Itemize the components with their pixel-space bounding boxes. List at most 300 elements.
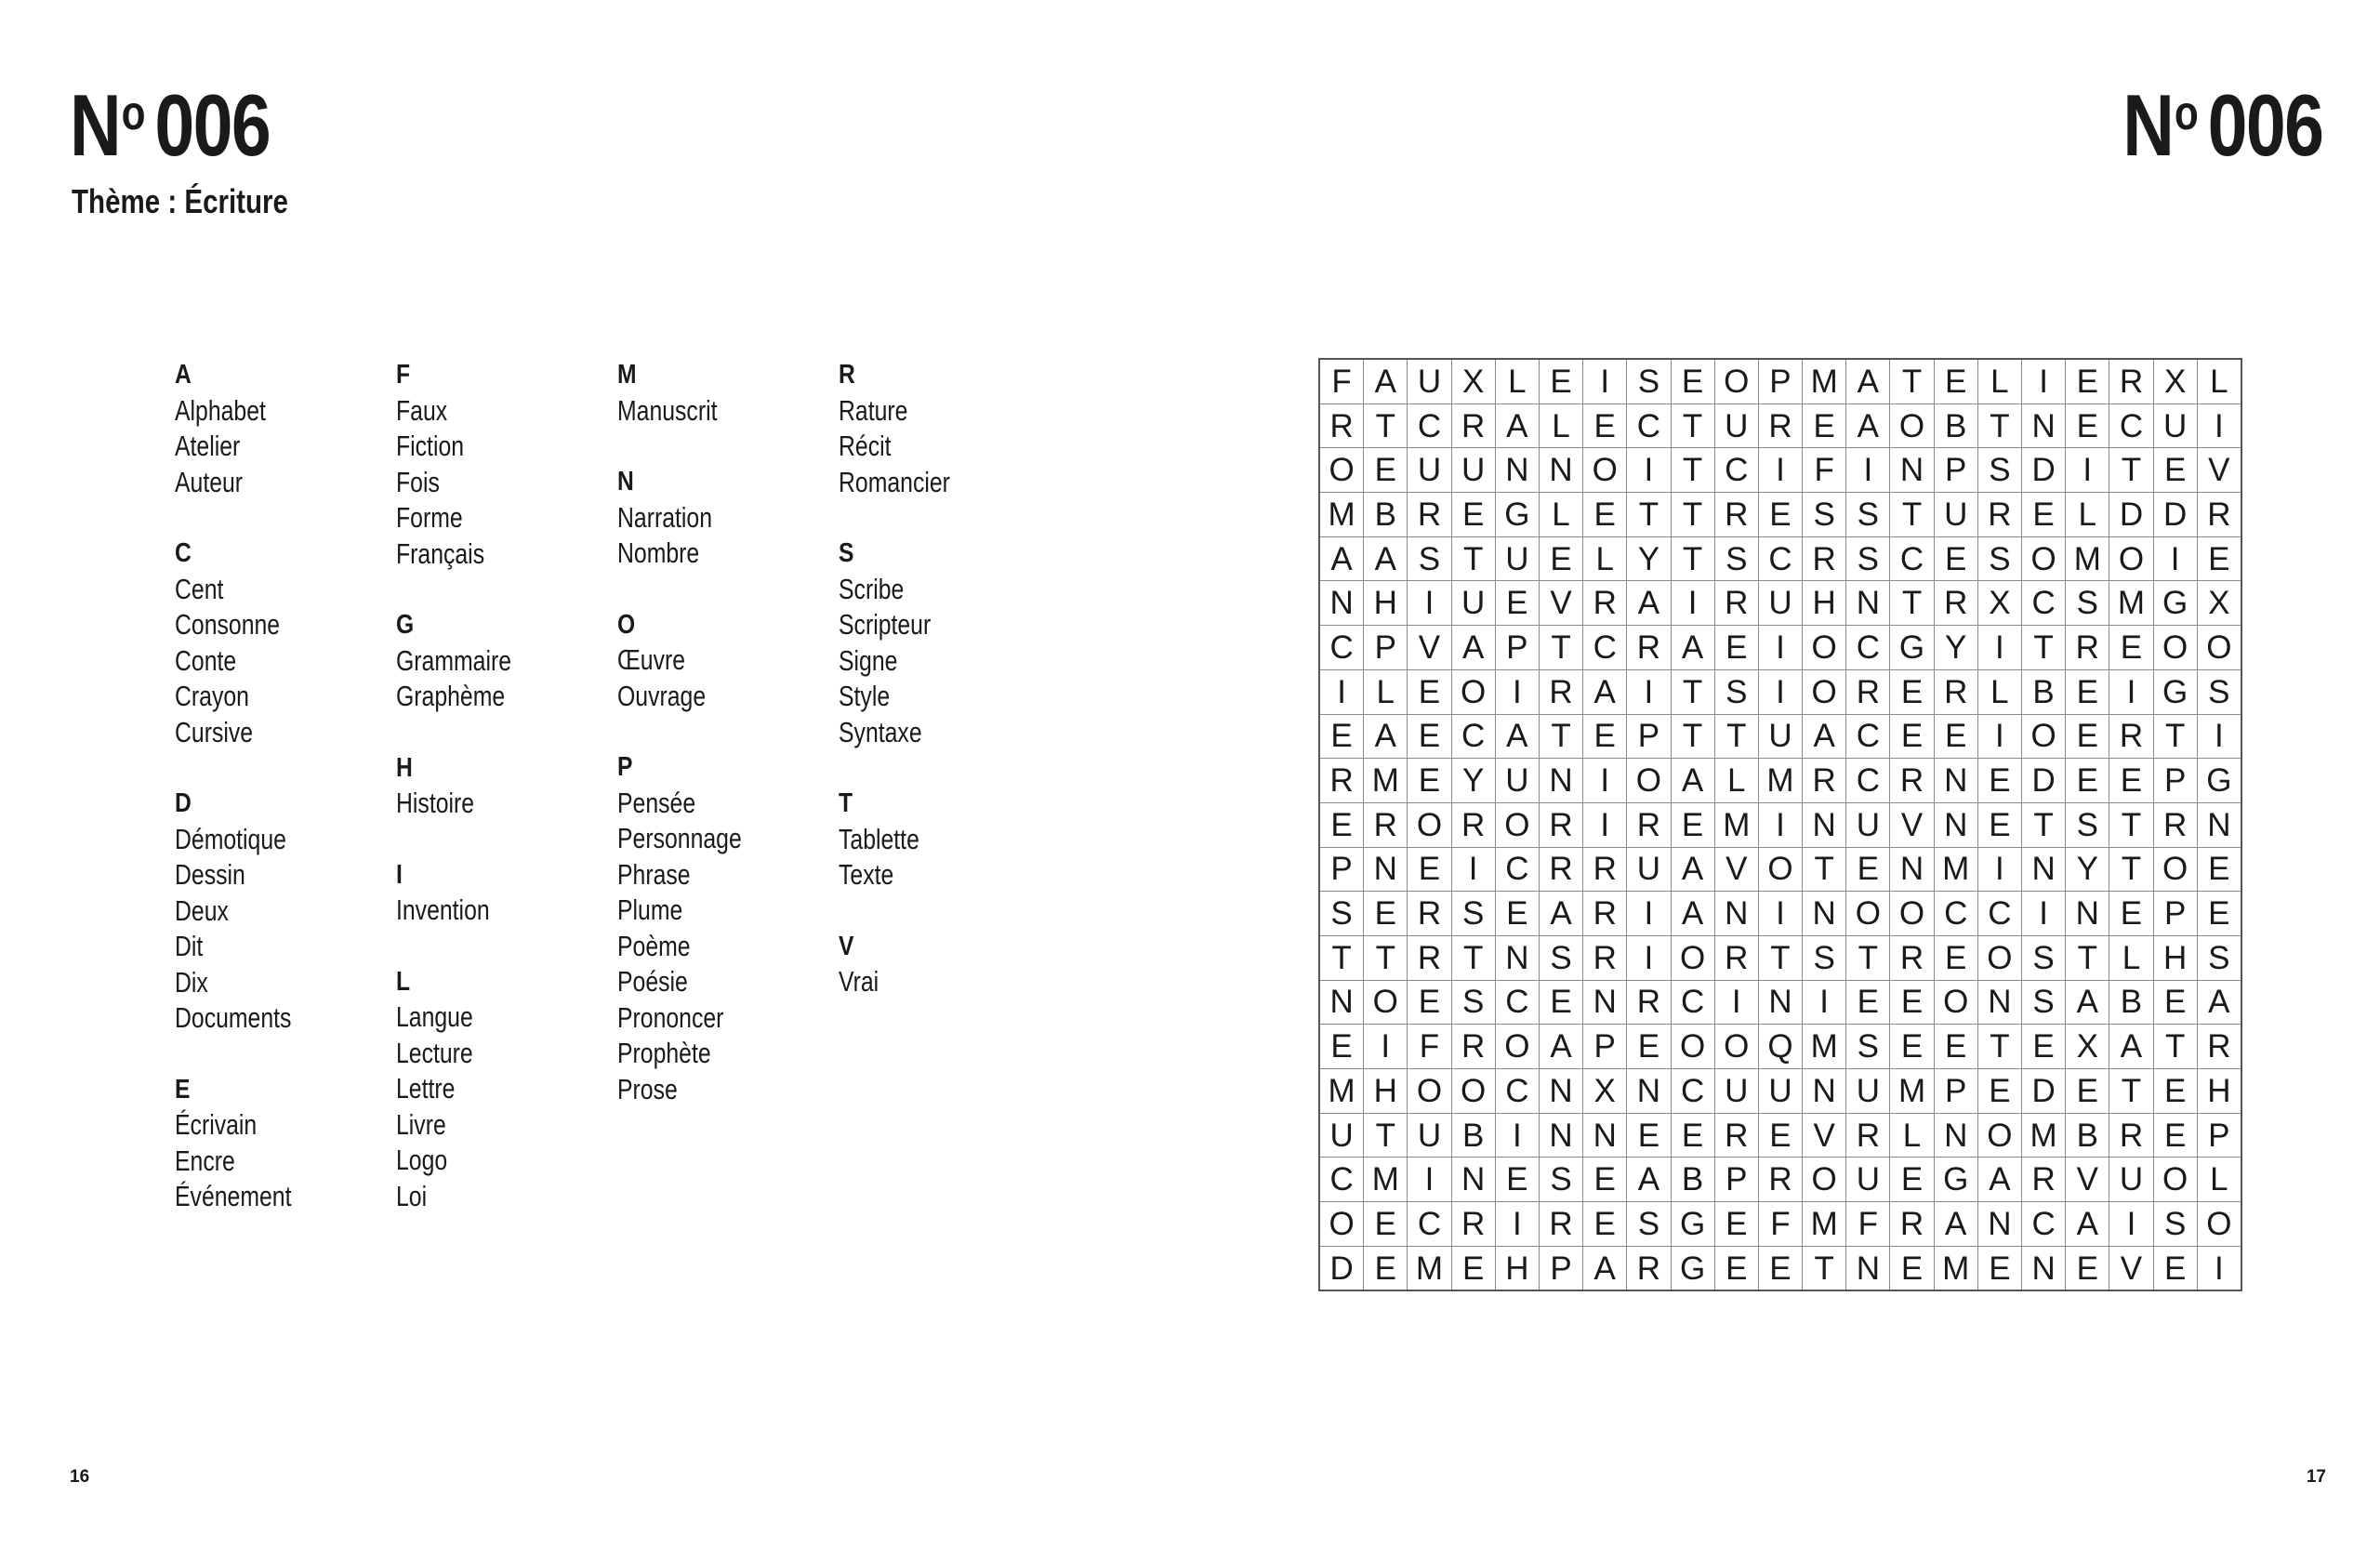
grid-cell[interactable]: R: [2109, 359, 2153, 404]
grid-cell[interactable]: O: [1890, 404, 1934, 448]
grid-cell[interactable]: U: [1714, 404, 1758, 448]
grid-cell[interactable]: I: [1758, 669, 1802, 714]
grid-cell[interactable]: T: [1803, 847, 1846, 892]
grid-cell[interactable]: V: [1714, 847, 1758, 892]
grid-cell[interactable]: U: [1495, 759, 1539, 803]
grid-cell[interactable]: P: [1934, 1069, 1977, 1114]
grid-cell[interactable]: C: [1934, 892, 1977, 936]
grid-cell[interactable]: E: [1846, 980, 1890, 1025]
grid-cell[interactable]: P: [2153, 892, 2197, 936]
grid-cell[interactable]: M: [1803, 1025, 1846, 1069]
grid-cell[interactable]: E: [1319, 1025, 1364, 1069]
grid-cell[interactable]: E: [1364, 1246, 1408, 1290]
grid-cell[interactable]: V: [1408, 626, 1451, 670]
grid-cell[interactable]: E: [1319, 714, 1364, 759]
grid-cell[interactable]: O: [1495, 802, 1539, 847]
grid-cell[interactable]: E: [1583, 1202, 1627, 1247]
grid-cell[interactable]: S: [1803, 493, 1846, 537]
grid-cell[interactable]: R: [1934, 669, 1977, 714]
grid-cell[interactable]: N: [2066, 892, 2109, 936]
grid-cell[interactable]: C: [2022, 581, 2066, 626]
grid-cell[interactable]: C: [1671, 1069, 1714, 1114]
grid-cell[interactable]: P: [1364, 626, 1408, 670]
grid-cell[interactable]: T: [1451, 536, 1495, 581]
grid-cell[interactable]: I: [1495, 669, 1539, 714]
grid-cell[interactable]: A: [1977, 1158, 2021, 1202]
grid-cell[interactable]: N: [1539, 1113, 1582, 1158]
grid-cell[interactable]: N: [2197, 802, 2241, 847]
grid-cell[interactable]: N: [1934, 1113, 1977, 1158]
grid-cell[interactable]: E: [1890, 1246, 1934, 1290]
grid-cell[interactable]: E: [2022, 493, 2066, 537]
grid-cell[interactable]: O: [1803, 669, 1846, 714]
grid-cell[interactable]: N: [1890, 847, 1934, 892]
grid-cell[interactable]: E: [2109, 626, 2153, 670]
grid-cell[interactable]: E: [1758, 1113, 1802, 1158]
grid-cell[interactable]: A: [2197, 980, 2241, 1025]
grid-cell[interactable]: A: [1495, 404, 1539, 448]
grid-cell[interactable]: T: [2109, 1069, 2153, 1114]
grid-cell[interactable]: I: [2197, 1246, 2241, 1290]
grid-cell[interactable]: L: [1364, 669, 1408, 714]
grid-cell[interactable]: I: [1627, 892, 1671, 936]
grid-cell[interactable]: C: [1495, 980, 1539, 1025]
grid-cell[interactable]: M: [2066, 536, 2109, 581]
grid-cell[interactable]: U: [1451, 581, 1495, 626]
grid-cell[interactable]: E: [1495, 1158, 1539, 1202]
grid-cell[interactable]: S: [1319, 892, 1364, 936]
grid-cell[interactable]: N: [1803, 802, 1846, 847]
grid-cell[interactable]: E: [1803, 404, 1846, 448]
grid-cell[interactable]: H: [1364, 581, 1408, 626]
grid-cell[interactable]: O: [2153, 626, 2197, 670]
grid-cell[interactable]: E: [1495, 892, 1539, 936]
grid-cell[interactable]: E: [1977, 1069, 2021, 1114]
grid-cell[interactable]: A: [1671, 626, 1714, 670]
grid-cell[interactable]: U: [1934, 493, 1977, 537]
grid-cell[interactable]: P: [1934, 448, 1977, 493]
grid-cell[interactable]: T: [1714, 714, 1758, 759]
grid-cell[interactable]: T: [2022, 802, 2066, 847]
grid-cell[interactable]: A: [1671, 759, 1714, 803]
grid-cell[interactable]: T: [1671, 404, 1714, 448]
grid-cell[interactable]: A: [2066, 980, 2109, 1025]
grid-cell[interactable]: I: [1408, 581, 1451, 626]
grid-cell[interactable]: Y: [1934, 626, 1977, 670]
grid-cell[interactable]: V: [1539, 581, 1582, 626]
grid-cell[interactable]: T: [1846, 935, 1890, 980]
grid-cell[interactable]: T: [1539, 714, 1582, 759]
grid-cell[interactable]: L: [1583, 536, 1627, 581]
grid-cell[interactable]: P: [1319, 847, 1364, 892]
grid-cell[interactable]: E: [1627, 1025, 1671, 1069]
grid-cell[interactable]: U: [1408, 1113, 1451, 1158]
grid-cell[interactable]: N: [1451, 1158, 1495, 1202]
grid-cell[interactable]: C: [1451, 714, 1495, 759]
grid-cell[interactable]: E: [1408, 669, 1451, 714]
grid-cell[interactable]: O: [1714, 359, 1758, 404]
grid-cell[interactable]: T: [2109, 448, 2153, 493]
grid-cell[interactable]: C: [1319, 1158, 1364, 1202]
grid-cell[interactable]: O: [1803, 626, 1846, 670]
grid-cell[interactable]: I: [2022, 892, 2066, 936]
grid-cell[interactable]: I: [1758, 802, 1802, 847]
grid-cell[interactable]: N: [1583, 1113, 1627, 1158]
grid-cell[interactable]: E: [1671, 1113, 1714, 1158]
grid-cell[interactable]: E: [1934, 359, 1977, 404]
grid-cell[interactable]: C: [2022, 1202, 2066, 1247]
grid-cell[interactable]: E: [2153, 980, 2197, 1025]
grid-cell[interactable]: N: [1803, 892, 1846, 936]
grid-cell[interactable]: S: [2197, 935, 2241, 980]
grid-cell[interactable]: R: [1451, 1202, 1495, 1247]
grid-cell[interactable]: N: [1977, 1202, 2021, 1247]
grid-cell[interactable]: L: [2066, 493, 2109, 537]
grid-cell[interactable]: P: [1627, 714, 1671, 759]
grid-cell[interactable]: E: [2153, 1069, 2197, 1114]
grid-cell[interactable]: G: [1934, 1158, 1977, 1202]
grid-cell[interactable]: T: [1539, 626, 1582, 670]
grid-cell[interactable]: F: [1758, 1202, 1802, 1247]
grid-cell[interactable]: E: [2066, 714, 2109, 759]
grid-cell[interactable]: E: [1934, 935, 1977, 980]
grid-cell[interactable]: O: [1890, 892, 1934, 936]
grid-cell[interactable]: N: [1627, 1069, 1671, 1114]
grid-cell[interactable]: C: [1846, 714, 1890, 759]
grid-cell[interactable]: R: [1408, 935, 1451, 980]
grid-cell[interactable]: S: [2066, 581, 2109, 626]
grid-cell[interactable]: R: [1758, 404, 1802, 448]
grid-cell[interactable]: N: [1934, 802, 1977, 847]
grid-cell[interactable]: I: [1364, 1025, 1408, 1069]
grid-cell[interactable]: U: [1319, 1113, 1364, 1158]
grid-cell[interactable]: S: [2197, 669, 2241, 714]
grid-cell[interactable]: E: [1495, 581, 1539, 626]
grid-cell[interactable]: E: [2153, 1246, 2197, 1290]
grid-cell[interactable]: E: [1451, 1246, 1495, 1290]
grid-cell[interactable]: E: [1671, 802, 1714, 847]
grid-cell[interactable]: R: [1364, 802, 1408, 847]
grid-cell[interactable]: P: [1583, 1025, 1627, 1069]
grid-cell[interactable]: A: [1451, 626, 1495, 670]
grid-cell[interactable]: E: [2153, 1113, 2197, 1158]
grid-cell[interactable]: S: [1846, 536, 1890, 581]
grid-cell[interactable]: U: [2109, 1158, 2153, 1202]
grid-cell[interactable]: I: [1583, 759, 1627, 803]
grid-cell[interactable]: C: [1890, 536, 1934, 581]
grid-cell[interactable]: O: [1627, 759, 1671, 803]
grid-cell[interactable]: M: [1364, 1158, 1408, 1202]
grid-cell[interactable]: R: [1451, 1025, 1495, 1069]
grid-cell[interactable]: C: [1495, 847, 1539, 892]
grid-cell[interactable]: T: [1803, 1246, 1846, 1290]
grid-cell[interactable]: A: [1364, 359, 1408, 404]
grid-cell[interactable]: N: [1364, 847, 1408, 892]
grid-cell[interactable]: X: [2153, 359, 2197, 404]
grid-cell[interactable]: O: [1671, 935, 1714, 980]
grid-cell[interactable]: O: [1319, 1202, 1364, 1247]
grid-cell[interactable]: F: [1408, 1025, 1451, 1069]
grid-cell[interactable]: C: [1846, 626, 1890, 670]
grid-cell[interactable]: R: [1890, 1202, 1934, 1247]
grid-cell[interactable]: N: [1846, 581, 1890, 626]
grid-cell[interactable]: I: [1977, 626, 2021, 670]
grid-cell[interactable]: X: [1451, 359, 1495, 404]
grid-cell[interactable]: N: [1319, 980, 1364, 1025]
grid-cell[interactable]: E: [1890, 669, 1934, 714]
grid-cell[interactable]: R: [1627, 980, 1671, 1025]
grid-cell[interactable]: E: [1364, 892, 1408, 936]
grid-cell[interactable]: I: [1627, 448, 1671, 493]
grid-cell[interactable]: O: [1451, 669, 1495, 714]
grid-cell[interactable]: H: [2153, 935, 2197, 980]
grid-cell[interactable]: E: [1890, 1025, 1934, 1069]
grid-cell[interactable]: L: [1495, 359, 1539, 404]
grid-cell[interactable]: U: [1846, 1158, 1890, 1202]
grid-cell[interactable]: O: [1319, 448, 1364, 493]
grid-cell[interactable]: I: [1319, 669, 1364, 714]
grid-cell[interactable]: I: [1977, 714, 2021, 759]
grid-cell[interactable]: B: [1934, 404, 1977, 448]
grid-cell[interactable]: U: [1758, 1069, 1802, 1114]
grid-cell[interactable]: E: [2109, 892, 2153, 936]
grid-cell[interactable]: I: [1451, 847, 1495, 892]
grid-cell[interactable]: A: [1583, 669, 1627, 714]
grid-cell[interactable]: G: [1890, 626, 1934, 670]
grid-cell[interactable]: L: [2197, 359, 2241, 404]
grid-cell[interactable]: I: [2197, 404, 2241, 448]
grid-cell[interactable]: N: [1539, 448, 1582, 493]
grid-cell[interactable]: E: [1934, 714, 1977, 759]
grid-cell[interactable]: E: [1627, 1113, 1671, 1158]
grid-cell[interactable]: I: [1408, 1158, 1451, 1202]
grid-cell[interactable]: R: [1714, 935, 1758, 980]
grid-cell[interactable]: C: [1319, 626, 1364, 670]
grid-cell[interactable]: P: [2197, 1113, 2241, 1158]
grid-cell[interactable]: E: [2197, 892, 2241, 936]
grid-cell[interactable]: T: [1671, 714, 1714, 759]
grid-cell[interactable]: O: [2197, 626, 2241, 670]
grid-cell[interactable]: E: [1364, 448, 1408, 493]
grid-cell[interactable]: N: [1890, 448, 1934, 493]
grid-cell[interactable]: U: [1495, 536, 1539, 581]
grid-cell[interactable]: H: [1364, 1069, 1408, 1114]
grid-cell[interactable]: U: [1408, 359, 1451, 404]
grid-cell[interactable]: E: [2153, 448, 2197, 493]
grid-cell[interactable]: E: [1319, 802, 1364, 847]
grid-cell[interactable]: M: [1408, 1246, 1451, 1290]
grid-cell[interactable]: I: [2197, 714, 2241, 759]
grid-cell[interactable]: T: [1671, 448, 1714, 493]
grid-cell[interactable]: M: [1319, 493, 1364, 537]
grid-cell[interactable]: S: [1714, 669, 1758, 714]
grid-cell[interactable]: E: [2109, 759, 2153, 803]
grid-cell[interactable]: T: [1890, 581, 1934, 626]
grid-cell[interactable]: O: [1803, 1158, 1846, 1202]
grid-cell[interactable]: R: [1803, 536, 1846, 581]
grid-cell[interactable]: S: [1451, 892, 1495, 936]
grid-cell[interactable]: E: [1890, 980, 1934, 1025]
grid-cell[interactable]: U: [1451, 448, 1495, 493]
grid-cell[interactable]: E: [2066, 669, 2109, 714]
grid-cell[interactable]: U: [1714, 1069, 1758, 1114]
grid-cell[interactable]: G: [1671, 1202, 1714, 1247]
grid-cell[interactable]: R: [2153, 802, 2197, 847]
grid-cell[interactable]: E: [1714, 626, 1758, 670]
grid-cell[interactable]: A: [1671, 892, 1714, 936]
grid-cell[interactable]: S: [1977, 448, 2021, 493]
grid-cell[interactable]: P: [1758, 359, 1802, 404]
grid-cell[interactable]: A: [1846, 404, 1890, 448]
grid-cell[interactable]: L: [1977, 669, 2021, 714]
grid-cell[interactable]: Y: [1627, 536, 1671, 581]
grid-cell[interactable]: N: [1846, 1246, 1890, 1290]
grid-cell[interactable]: R: [2109, 1113, 2153, 1158]
grid-cell[interactable]: P: [1539, 1246, 1582, 1290]
grid-cell[interactable]: M: [2109, 581, 2153, 626]
grid-cell[interactable]: I: [1627, 935, 1671, 980]
grid-cell[interactable]: O: [1408, 1069, 1451, 1114]
grid-cell[interactable]: T: [1451, 935, 1495, 980]
grid-cell[interactable]: M: [1364, 759, 1408, 803]
grid-cell[interactable]: I: [1671, 581, 1714, 626]
grid-cell[interactable]: T: [2109, 802, 2153, 847]
grid-cell[interactable]: E: [1890, 1158, 1934, 1202]
grid-cell[interactable]: D: [2153, 493, 2197, 537]
grid-cell[interactable]: R: [2197, 493, 2241, 537]
grid-cell[interactable]: A: [1539, 1025, 1582, 1069]
grid-cell[interactable]: T: [1890, 359, 1934, 404]
grid-cell[interactable]: I: [2109, 1202, 2153, 1247]
grid-cell[interactable]: R: [1714, 1113, 1758, 1158]
grid-cell[interactable]: E: [1364, 1202, 1408, 1247]
grid-cell[interactable]: I: [1495, 1113, 1539, 1158]
grid-cell[interactable]: C: [1495, 1069, 1539, 1114]
grid-cell[interactable]: X: [1583, 1069, 1627, 1114]
grid-cell[interactable]: R: [1408, 892, 1451, 936]
grid-cell[interactable]: O: [2153, 847, 2197, 892]
grid-cell[interactable]: F: [1803, 448, 1846, 493]
grid-cell[interactable]: M: [2022, 1113, 2066, 1158]
grid-cell[interactable]: E: [1977, 759, 2021, 803]
grid-cell[interactable]: E: [1758, 1246, 1802, 1290]
grid-cell[interactable]: N: [1495, 448, 1539, 493]
grid-cell[interactable]: N: [2022, 1246, 2066, 1290]
grid-cell[interactable]: R: [1714, 493, 1758, 537]
grid-cell[interactable]: L: [1539, 493, 1582, 537]
grid-cell[interactable]: R: [1408, 493, 1451, 537]
grid-cell[interactable]: T: [1364, 935, 1408, 980]
grid-cell[interactable]: A: [2109, 1025, 2153, 1069]
grid-cell[interactable]: I: [1583, 802, 1627, 847]
grid-cell[interactable]: A: [1846, 359, 1890, 404]
grid-cell[interactable]: T: [2022, 626, 2066, 670]
grid-cell[interactable]: R: [1319, 759, 1364, 803]
grid-cell[interactable]: E: [1671, 359, 1714, 404]
grid-cell[interactable]: I: [1495, 1202, 1539, 1247]
grid-cell[interactable]: N: [1934, 759, 1977, 803]
grid-cell[interactable]: G: [2153, 669, 2197, 714]
grid-cell[interactable]: D: [2022, 759, 2066, 803]
grid-cell[interactable]: I: [1714, 980, 1758, 1025]
grid-cell[interactable]: B: [1364, 493, 1408, 537]
grid-cell[interactable]: S: [2022, 980, 2066, 1025]
grid-cell[interactable]: D: [2109, 493, 2153, 537]
grid-cell[interactable]: L: [2109, 935, 2153, 980]
grid-cell[interactable]: I: [2109, 669, 2153, 714]
grid-cell[interactable]: S: [1451, 980, 1495, 1025]
grid-cell[interactable]: R: [1583, 847, 1627, 892]
grid-cell[interactable]: R: [2022, 1158, 2066, 1202]
grid-cell[interactable]: H: [2197, 1069, 2241, 1114]
grid-cell[interactable]: O: [1451, 1069, 1495, 1114]
grid-cell[interactable]: Y: [2066, 847, 2109, 892]
grid-cell[interactable]: O: [2153, 1158, 2197, 1202]
grid-cell[interactable]: U: [1846, 802, 1890, 847]
grid-cell[interactable]: E: [1408, 847, 1451, 892]
grid-cell[interactable]: E: [1583, 493, 1627, 537]
grid-cell[interactable]: N: [1977, 980, 2021, 1025]
grid-cell[interactable]: S: [1627, 1202, 1671, 1247]
grid-cell[interactable]: L: [1714, 759, 1758, 803]
grid-cell[interactable]: E: [1539, 536, 1582, 581]
grid-cell[interactable]: E: [1758, 493, 1802, 537]
grid-cell[interactable]: E: [1934, 536, 1977, 581]
grid-cell[interactable]: A: [1627, 581, 1671, 626]
grid-cell[interactable]: O: [1495, 1025, 1539, 1069]
grid-cell[interactable]: E: [2066, 1246, 2109, 1290]
grid-cell[interactable]: V: [2109, 1246, 2153, 1290]
grid-cell[interactable]: H: [1803, 581, 1846, 626]
grid-cell[interactable]: T: [1671, 669, 1714, 714]
grid-cell[interactable]: R: [1890, 759, 1934, 803]
grid-cell[interactable]: E: [1583, 1158, 1627, 1202]
grid-cell[interactable]: G: [2197, 759, 2241, 803]
grid-cell[interactable]: G: [1671, 1246, 1714, 1290]
grid-cell[interactable]: L: [1890, 1113, 1934, 1158]
grid-cell[interactable]: A: [1627, 1158, 1671, 1202]
grid-cell[interactable]: R: [1319, 404, 1364, 448]
grid-cell[interactable]: O: [2109, 536, 2153, 581]
grid-cell[interactable]: R: [1803, 759, 1846, 803]
grid-cell[interactable]: O: [1977, 1113, 2021, 1158]
grid-cell[interactable]: C: [1758, 536, 1802, 581]
grid-cell[interactable]: N: [2022, 847, 2066, 892]
grid-cell[interactable]: R: [1627, 1246, 1671, 1290]
grid-cell[interactable]: G: [1495, 493, 1539, 537]
grid-cell[interactable]: E: [2066, 1069, 2109, 1114]
grid-cell[interactable]: R: [2197, 1025, 2241, 1069]
grid-cell[interactable]: A: [1539, 892, 1582, 936]
grid-cell[interactable]: M: [1934, 1246, 1977, 1290]
grid-cell[interactable]: R: [1934, 581, 1977, 626]
grid-cell[interactable]: R: [1539, 669, 1582, 714]
grid-cell[interactable]: U: [1408, 448, 1451, 493]
grid-cell[interactable]: S: [1803, 935, 1846, 980]
grid-cell[interactable]: E: [1977, 802, 2021, 847]
grid-cell[interactable]: Y: [1451, 759, 1495, 803]
grid-cell[interactable]: S: [1539, 1158, 1582, 1202]
grid-cell[interactable]: U: [1758, 581, 1802, 626]
grid-cell[interactable]: R: [1539, 802, 1582, 847]
grid-cell[interactable]: S: [1539, 935, 1582, 980]
grid-cell[interactable]: X: [2066, 1025, 2109, 1069]
grid-cell[interactable]: B: [1451, 1113, 1495, 1158]
grid-cell[interactable]: M: [1803, 359, 1846, 404]
grid-cell[interactable]: R: [1583, 892, 1627, 936]
grid-cell[interactable]: A: [1671, 847, 1714, 892]
grid-cell[interactable]: T: [1319, 935, 1364, 980]
